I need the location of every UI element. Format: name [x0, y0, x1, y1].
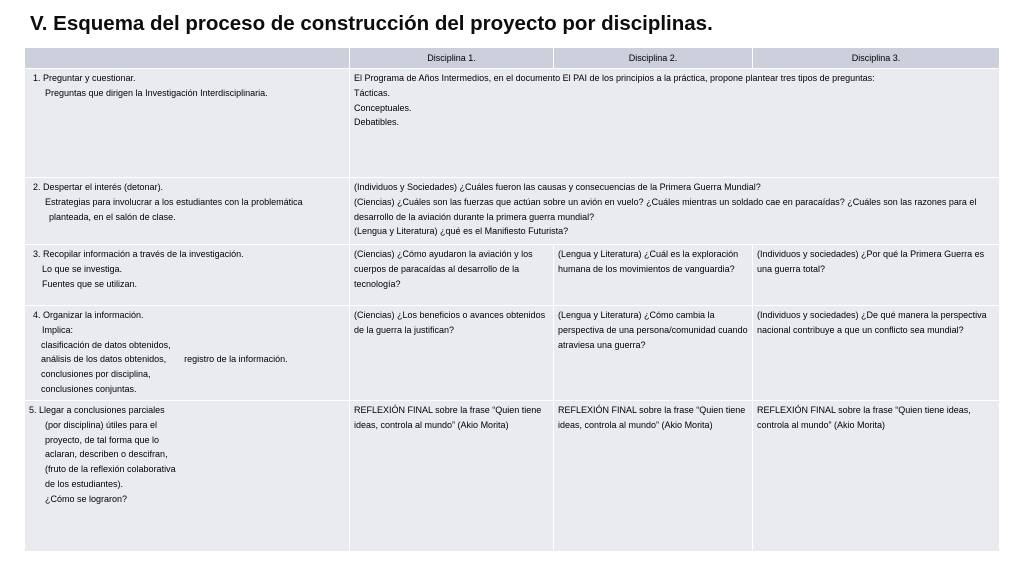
discipline-2-cell: REFLEXIÓN FINAL sobre la frase “Quien tiene ideas, controla al mundo” (Akio Morita)	[554, 401, 753, 552]
discipline-3-cell: REFLEXIÓN FINAL sobre la frase “Quien tiene ideas, controla al mundo” (Akio Morita)	[753, 401, 1000, 552]
step-detail: conclusiones por disciplina,	[41, 369, 151, 380]
step-title: 5. Llegar a conclusiones parciales	[29, 405, 165, 415]
step-detail: (por disciplina) útiles para el	[45, 419, 158, 430]
table-row	[25, 178, 1000, 245]
step-title: 4. Organizar la información.	[33, 310, 144, 320]
header-discipline-3: Disciplina 3.	[753, 48, 1000, 69]
discipline-2-cell: (Lengua y Literatura) ¿Cómo cambia la perspectiva de una persona/comunidad cuando atraviesa una guerra?	[554, 306, 753, 401]
discipline-3-cell: (Individuos y sociedades) ¿Por qué la Primera Guerra es una guerra total?	[753, 245, 1000, 306]
table-row	[25, 401, 1000, 552]
step-cell	[25, 245, 350, 306]
step-detail: (fruto de la reflexión colaborativa	[45, 464, 176, 475]
step-detail-row	[33, 352, 345, 367]
step-detail: planteada, en el salón de clase.	[49, 211, 176, 222]
merged-text: (Lengua y Literatura) ¿qué es el Manifiesto Futurista?	[354, 226, 569, 237]
merged-text: (Ciencias) ¿Cuáles son las fuerzas que actúan sobre un avión en vuelo? ¿Cuáles mientras un soldado cae en paracaídas? ¿Cuáles son las razones para el desarrollo de la aviación durante la primera guerra mundial?	[354, 196, 977, 222]
merged-text: El Programa de Años Intermedios, en el documento El PAI de los principios a la práctica, propone plantear tres tipos de preguntas:	[354, 73, 875, 83]
step-detail: análisis de los datos obtenidos,	[41, 354, 167, 365]
step-title: 2. Despertar el interés (detonar).	[33, 182, 164, 192]
table-row	[25, 306, 1000, 401]
discipline-1-cell: REFLEXIÓN FINAL sobre la frase “Quien tiene ideas, controla al mundo” (Akio Morita)	[350, 401, 554, 552]
step-detail: Implica:	[42, 324, 74, 335]
step-cell	[25, 306, 350, 401]
merged-text: Debatibles.	[354, 117, 400, 128]
discipline-1-cell: (Ciencias) ¿Los beneficios o avances obtenidos de la guerra la justifican?	[350, 306, 554, 401]
discipline-2-cell: (Lengua y Literatura) ¿Cuál es la exploración humana de los movimientos de vanguardia?	[554, 245, 753, 306]
discipline-table	[24, 47, 1000, 552]
header-discipline-1: Disciplina 1.	[350, 48, 554, 69]
header-discipline-2: Disciplina 2.	[554, 48, 753, 69]
header-row	[25, 48, 1000, 69]
step-detail: Fuentes que se utilizan.	[42, 278, 138, 289]
table-row	[25, 69, 1000, 178]
step-detail: ¿Cómo se lograron?	[45, 493, 128, 504]
step-detail: Lo que se investiga.	[42, 263, 123, 274]
step-detail: de los estudiantes).	[45, 478, 124, 489]
step-detail: conclusiones conjuntas.	[41, 383, 137, 394]
merged-discipline-cell	[350, 178, 1000, 245]
header-cell-empty	[25, 48, 350, 69]
slide-title: V. Esquema del proceso de construcción del proyecto por disciplinas.	[30, 12, 713, 35]
step-detail: registro de la información.	[184, 354, 288, 365]
step-detail: Preguntas que dirigen la Investigación Interdisciplinaria.	[45, 87, 268, 98]
step-title: 3. Recopilar información a través de la investigación.	[33, 249, 244, 259]
discipline-1-cell: (Ciencias) ¿Cómo ayudaron la aviación y los cuerpos de paracaídas al desarrollo de la tecnología?	[350, 245, 554, 306]
merged-text: (Individuos y Sociedades) ¿Cuáles fueron las causas y consecuencias de la Primera Guerra Mundial?	[354, 182, 761, 192]
table-row	[25, 245, 1000, 306]
step-cell	[25, 401, 350, 552]
discipline-3-cell: (Individuos y sociedades) ¿De qué manera la perspectiva nacional contribuye a que un conflicto sea mundial?	[753, 306, 1000, 401]
merged-discipline-cell	[350, 69, 1000, 178]
step-cell	[25, 178, 350, 245]
step-detail: Estrategias para involucrar a los estudiantes con la problemática	[45, 196, 303, 207]
step-detail: clasificación de datos obtenidos,	[41, 339, 171, 350]
merged-text: Tácticas.	[354, 87, 391, 98]
step-cell	[25, 69, 350, 178]
step-detail: proyecto, de tal forma que lo	[45, 434, 160, 445]
step-title: 1. Preguntar y cuestionar.	[33, 73, 136, 83]
merged-text: Conceptuales.	[354, 102, 412, 113]
step-detail: aclaran, describen o descifran,	[45, 449, 168, 460]
